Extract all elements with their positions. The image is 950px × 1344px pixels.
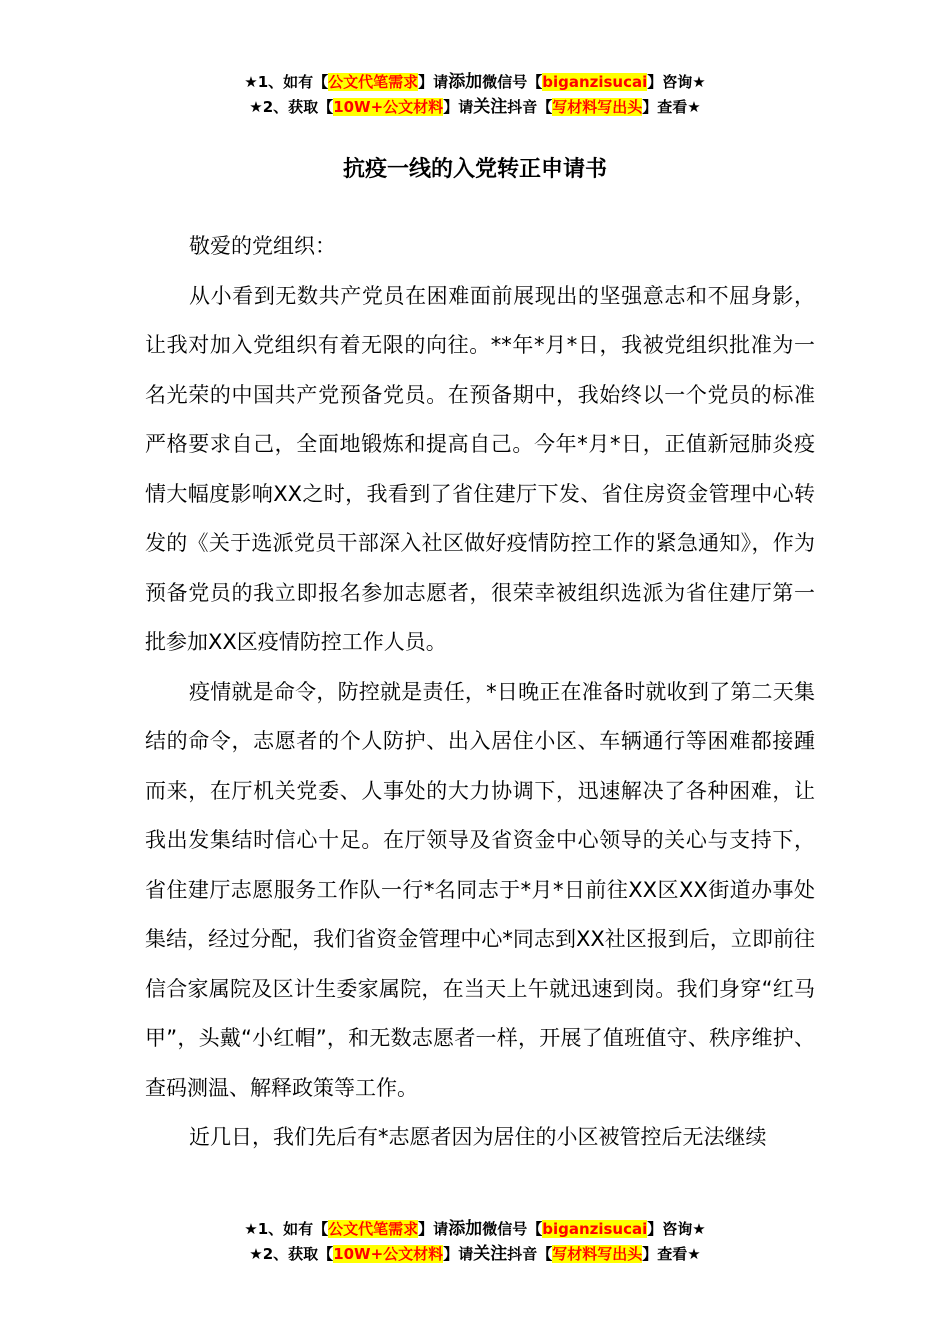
highlight-service: 公文代笔需求	[328, 73, 419, 91]
highlight-douyin-id: 写材料写出头	[552, 1245, 643, 1263]
highlight-materials: 10W+公文材料	[333, 98, 444, 116]
highlight-wechat-id: biganzisucai	[542, 73, 648, 91]
promo-line-1: ★1、如有【公文代笔需求】请添加微信号【biganzisucai】咨询★	[244, 72, 706, 92]
paragraph-1: 从小看到无数共产党员在困难面前展现出的坚强意志和不屈身影，让我对加入党组织有着无限的向往。**年*月*日，我被党组织批准为一名光荣的中国共产党预备党员。在预备期中，我始终以一个党员的标准严格要求自己，全面地锻炼和提高自己。今年*月*日，正值新冠肺炎疫情大幅度影响XX之时，我看到了省住建厅下发、省住房资金管理中心转发的《关于选派党员干部深入社区做好疫情防控工作的紧急通知》，作为预备党员的我立即报名参加志愿者，很荣幸被组织选派为省住建厅第一批参加XX区疫情防控工作人员。	[145, 283, 815, 654]
salutation: 敬爱的党组织：	[189, 234, 336, 258]
highlight-materials: 10W+公文材料	[333, 1245, 444, 1263]
highlight-wechat-id: biganzisucai	[542, 1220, 648, 1238]
promo-line-1: ★1、如有【公文代笔需求】请添加微信号【biganzisucai】咨询★	[244, 1219, 706, 1239]
promo-banner-bottom	[0, 1217, 950, 1267]
highlight-douyin-id: 写材料写出头	[552, 98, 643, 116]
paragraph-2: 疫情就是命令，防控就是责任，*日晚正在准备时就收到了第二天集结的命令，志愿者的个人防护、出入居住小区、车辆通行等困难都接踵而来，在厅机关党委、人事处的大力协调下，迅速解决了各种困难，让我出发集结时信心十足。在厅领导及省资金中心领导的关心与支持下，省住建厅志愿服务工作队一行*名同志于*月*日前往XX区XX街道办事处集结，经过分配，我们省资金管理中心*同志到XX社区报到后，立即前往信合家属院及区计生委家属院，在当天上午就迅速到岗。我们身穿“红马甲”，头戴“小红帽”，和无数志愿者一样，开展了值班值守、秩序维护、查码测温、解释政策等工作。	[145, 679, 815, 1100]
document-body	[145, 222, 815, 1163]
paragraph-3: 近几日，我们先后有*志愿者因为居住的小区被管控后无法继续	[189, 1125, 767, 1149]
promo-line-2: ★2、获取【10W+公文材料】请关注抖音【写材料写出头】查看★	[249, 97, 701, 117]
document-title: 抗疫一线的入党转正申请书	[342, 157, 607, 182]
promo-banner-top	[0, 70, 950, 120]
promo-line-2: ★2、获取【10W+公文材料】请关注抖音【写材料写出头】查看★	[249, 1244, 701, 1264]
highlight-service: 公文代笔需求	[328, 1220, 419, 1238]
